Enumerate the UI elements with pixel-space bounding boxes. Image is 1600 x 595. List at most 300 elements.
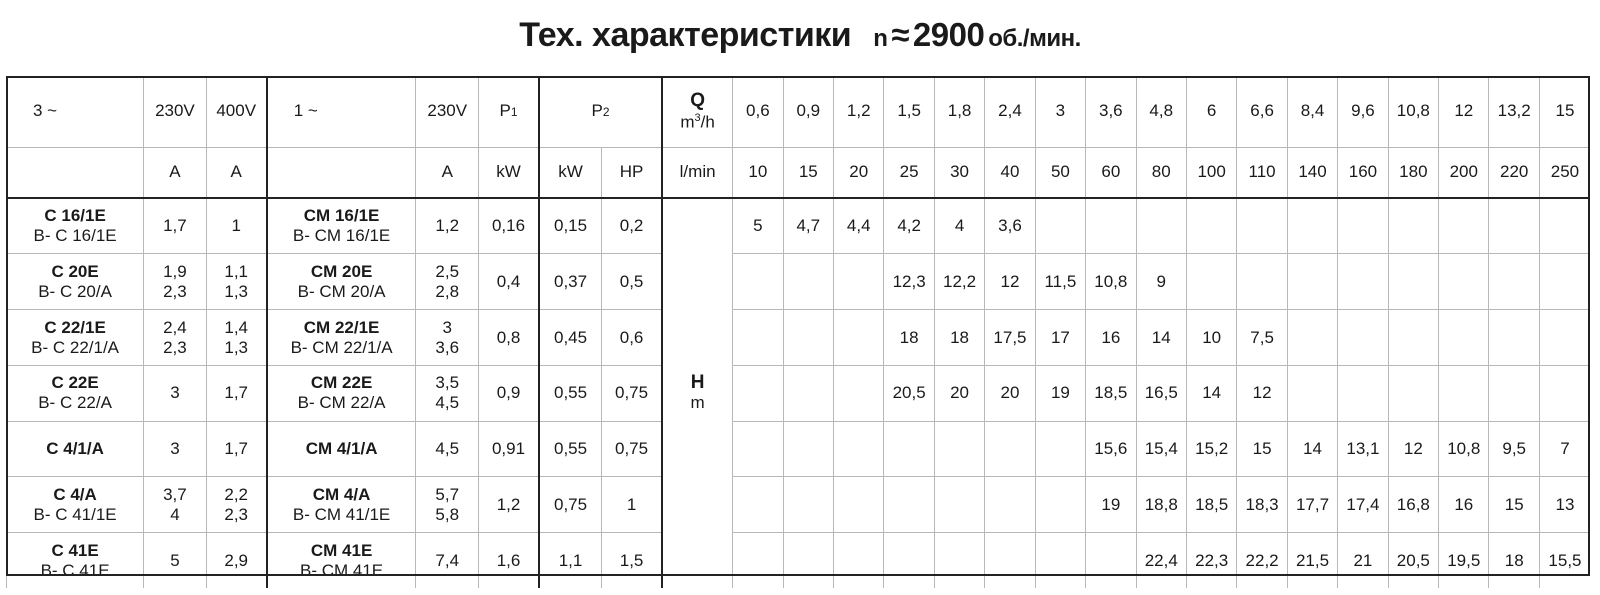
power-p2-hp: 1: [602, 477, 663, 533]
head-value-cell: [783, 254, 833, 310]
flow-lmin-cell: 40: [985, 147, 1035, 197]
model-single-phase-name: CM 20E: [310, 261, 373, 281]
title-n: n: [873, 25, 888, 52]
amp-400: [206, 198, 267, 254]
amp-single-value-b: 4,5: [435, 393, 460, 413]
flow-lmin-cell: 10: [733, 147, 783, 197]
amp-230-value-b: 4: [170, 504, 180, 524]
amp-400: [206, 421, 267, 477]
header-blank-single: [267, 147, 416, 197]
head-value-cell: 7: [1539, 421, 1590, 477]
model-three-phase-name: C 22/1E: [44, 317, 106, 337]
amp-single: [416, 477, 479, 533]
amp-400: [206, 533, 267, 588]
model-single-phase-name: CM 22E: [310, 373, 373, 393]
model-three-phase: [7, 421, 144, 477]
model-single-phase-variant: B- CM 41/1E: [292, 504, 391, 524]
title-unit: об./мин.: [988, 25, 1081, 52]
p1-sub: 1: [510, 105, 518, 120]
head-value-cell: 4,7: [783, 198, 833, 254]
power-p1-kw: 0,4: [479, 254, 540, 310]
model-three-phase: [7, 310, 144, 366]
head-value-cell: [834, 477, 884, 533]
power-p1-kw: 1,6: [479, 533, 540, 588]
title-approx: ≈: [891, 16, 909, 53]
flow-lmin-cell: 200: [1439, 147, 1489, 197]
head-value-cell: [1287, 310, 1337, 366]
table-row: [7, 365, 1591, 421]
power-p2-hp: 0,75: [602, 421, 663, 477]
table-row: [7, 477, 1591, 533]
header-lmin: l/min: [662, 147, 733, 197]
amp-single-value-b: 3,6: [435, 337, 460, 357]
amp-400-value: 2,9: [224, 550, 249, 570]
head-value-cell: [1136, 198, 1186, 254]
head-value-cell: 16,8: [1388, 477, 1438, 533]
flow-lmin-cell: 20: [834, 147, 884, 197]
amp-single: [416, 533, 479, 588]
amp-single: [416, 254, 479, 310]
header-amp-single: A: [416, 147, 479, 197]
q-unit-sup: 3: [694, 112, 701, 125]
head-value-cell: 17,5: [985, 310, 1035, 366]
head-value-cell: [985, 477, 1035, 533]
head-value-cell: [1539, 254, 1590, 310]
amp-400-value-b: 2,3: [224, 504, 249, 524]
power-p2-hp: 0,2: [602, 198, 663, 254]
flow-lmin-cell: 30: [934, 147, 984, 197]
flow-lmin-cell: 110: [1237, 147, 1287, 197]
head-value-cell: 18,3: [1237, 477, 1287, 533]
head-value-cell: 15,6: [1086, 421, 1136, 477]
flow-m3h-cell: 3: [1035, 76, 1085, 147]
head-value-cell: 12: [1237, 365, 1287, 421]
model-single-phase-name: CM 4/1/A: [305, 439, 378, 459]
header-400v: 400V: [206, 76, 267, 147]
head-value-cell: [733, 310, 783, 366]
header-230v: 230V: [144, 76, 207, 147]
head-value-cell: [1439, 198, 1489, 254]
head-value-cell: [834, 533, 884, 588]
amp-230-value: 2,4: [163, 317, 187, 337]
head-value-cell: 9: [1136, 254, 1186, 310]
amp-400-value: 1: [231, 216, 241, 236]
amp-230: [144, 254, 207, 310]
flow-m3h-cell: 8,4: [1287, 76, 1337, 147]
amp-single: [416, 310, 479, 366]
power-p2-kw: 0,55: [539, 365, 602, 421]
amp-single-value: 5,7: [435, 484, 460, 504]
model-single-phase-variant: B- CM 16/1E: [292, 226, 391, 246]
model-three-phase: [7, 198, 144, 254]
header-h: [662, 198, 733, 588]
head-value-cell: 10,8: [1086, 254, 1136, 310]
flow-m3h-cell: 0,6: [733, 76, 783, 147]
amp-230-value: 1,9: [163, 261, 187, 281]
flow-m3h-cell: 1,8: [934, 76, 984, 147]
model-single-phase-variant: B- CM 22/1/A: [290, 337, 393, 357]
head-value-cell: [884, 421, 934, 477]
head-value-cell: [1489, 365, 1539, 421]
flow-m3h-cell: 2,4: [985, 76, 1035, 147]
power-p1-kw: 0,8: [479, 310, 540, 366]
header-p2: [539, 76, 662, 147]
head-value-cell: [834, 365, 884, 421]
head-value-cell: [1035, 198, 1085, 254]
head-value-cell: [1388, 254, 1438, 310]
head-value-cell: 15,4: [1136, 421, 1186, 477]
flow-m3h-cell: 4,8: [1136, 76, 1186, 147]
model-single-phase: [267, 477, 416, 533]
amp-230: [144, 477, 207, 533]
head-value-cell: 19,5: [1439, 533, 1489, 588]
amp-230-value: 1,7: [163, 216, 187, 236]
flow-m3h-cell: 3,6: [1086, 76, 1136, 147]
power-p2-hp: 0,6: [602, 310, 663, 366]
amp-400-value: 1,1: [224, 261, 249, 281]
head-value-cell: [1338, 254, 1388, 310]
q-unit-main: m: [680, 112, 695, 132]
amp-single: [416, 365, 479, 421]
model-three-phase-name: C 22E: [51, 373, 99, 393]
model-single-phase-name: CM 41E: [310, 540, 373, 560]
head-value-cell: 21,5: [1287, 533, 1337, 588]
model-three-phase: [7, 254, 144, 310]
head-value-cell: 12: [985, 254, 1035, 310]
amp-single-value: 3: [442, 317, 452, 337]
head-value-cell: [1388, 365, 1438, 421]
flow-m3h-cell: 15: [1539, 76, 1590, 147]
flow-lmin-cell: 100: [1186, 147, 1236, 197]
head-value-cell: 20,5: [884, 365, 934, 421]
head-value-cell: [1539, 198, 1590, 254]
amp-single: [416, 421, 479, 477]
title-rpm: 2900: [912, 16, 985, 53]
head-value-cell: [1539, 365, 1590, 421]
amp-400: [206, 310, 267, 366]
head-value-cell: 5: [733, 198, 783, 254]
header-three-phase: 3 ~: [7, 76, 144, 147]
head-value-cell: 18: [884, 310, 934, 366]
head-value-cell: [834, 421, 884, 477]
amp-400-value: 1,4: [224, 317, 249, 337]
head-value-cell: [733, 421, 783, 477]
head-value-cell: [733, 477, 783, 533]
head-value-cell: 10: [1186, 310, 1236, 366]
header-one-phase: 1 ~: [267, 76, 416, 147]
model-single-phase: [267, 254, 416, 310]
head-value-cell: 4,4: [834, 198, 884, 254]
head-value-cell: 12,3: [884, 254, 934, 310]
amp-single-value: 4,5: [435, 439, 460, 459]
amp-230: [144, 198, 207, 254]
amp-230-value: 5: [170, 550, 180, 570]
page-title: [0, 16, 1600, 55]
head-value-cell: [985, 533, 1035, 588]
head-value-cell: [1186, 254, 1236, 310]
p1-label: P: [499, 101, 511, 121]
flow-lmin-cell: 60: [1086, 147, 1136, 197]
head-value-cell: 18: [1489, 533, 1539, 588]
model-single-phase: [267, 310, 416, 366]
model-three-phase: [7, 533, 144, 588]
flow-lmin-cell: 180: [1388, 147, 1438, 197]
head-value-cell: [1388, 198, 1438, 254]
amp-400: [206, 365, 267, 421]
head-value-cell: [783, 421, 833, 477]
amp-230-value: 3: [170, 383, 180, 403]
flow-lmin-cell: 250: [1539, 147, 1590, 197]
head-value-cell: [1035, 533, 1085, 588]
head-value-cell: 14: [1186, 365, 1236, 421]
head-value-cell: [733, 365, 783, 421]
power-p2-hp: 0,75: [602, 365, 663, 421]
flow-m3h-cell: 1,5: [884, 76, 934, 147]
amp-single-value: 2,5: [435, 261, 460, 281]
amp-230: [144, 421, 207, 477]
head-value-cell: [1035, 477, 1085, 533]
power-p2-hp: 1,5: [602, 533, 663, 588]
power-p1-kw: 0,9: [479, 365, 540, 421]
header-blank: [7, 147, 144, 197]
flow-lmin-cell: 15: [783, 147, 833, 197]
head-value-cell: [733, 533, 783, 588]
flow-lmin-cell: 140: [1287, 147, 1337, 197]
amp-400: [206, 254, 267, 310]
amp-400: [206, 477, 267, 533]
head-value-cell: 19: [1035, 365, 1085, 421]
model-single-phase-name: CM 16/1E: [303, 206, 380, 226]
head-value-cell: [733, 254, 783, 310]
model-three-phase-variant: B- C 41/1E: [33, 504, 117, 524]
head-value-cell: [783, 533, 833, 588]
model-single-phase: [267, 198, 416, 254]
flow-m3h-cell: 12: [1439, 76, 1489, 147]
model-three-phase-name: C 4/A: [53, 484, 97, 504]
head-value-cell: [834, 310, 884, 366]
head-value-cell: 15,2: [1186, 421, 1236, 477]
power-p1-kw: 1,2: [479, 477, 540, 533]
head-value-cell: [1338, 310, 1388, 366]
header-amp-230: A: [144, 147, 207, 197]
head-value-cell: [985, 421, 1035, 477]
head-value-cell: [783, 477, 833, 533]
power-p2-hp: 0,5: [602, 254, 663, 310]
model-three-phase-variant: B- C 22/A: [38, 393, 112, 413]
model-single-phase-name: CM 4/A: [312, 484, 371, 504]
head-value-cell: 18,5: [1086, 365, 1136, 421]
head-value-cell: 7,5: [1237, 310, 1287, 366]
head-value-cell: 12,2: [934, 254, 984, 310]
table-row: [7, 533, 1591, 588]
head-value-cell: 14: [1136, 310, 1186, 366]
head-value-cell: 20: [934, 365, 984, 421]
model-three-phase-name: C 20E: [51, 261, 99, 281]
head-value-cell: 16,5: [1136, 365, 1186, 421]
table-row: [7, 310, 1591, 366]
power-p2-kw: 1,1: [539, 533, 602, 588]
head-value-cell: [1489, 310, 1539, 366]
head-value-cell: 20,5: [1388, 533, 1438, 588]
head-value-cell: [1287, 365, 1337, 421]
head-value-cell: 17: [1035, 310, 1085, 366]
head-value-cell: [1388, 310, 1438, 366]
model-three-phase: [7, 365, 144, 421]
model-single-phase: [267, 365, 416, 421]
head-value-cell: [783, 365, 833, 421]
q-label: Q: [690, 90, 705, 112]
head-value-cell: 13,1: [1338, 421, 1388, 477]
power-p1-kw: 0,16: [479, 198, 540, 254]
head-value-cell: [1338, 365, 1388, 421]
head-value-cell: [783, 310, 833, 366]
head-value-cell: [1237, 254, 1287, 310]
header-230v-single: 230V: [416, 76, 479, 147]
model-three-phase: [7, 477, 144, 533]
p2-label: P: [591, 101, 603, 121]
amp-400-value-b: 1,3: [224, 281, 249, 301]
head-value-cell: [1086, 198, 1136, 254]
head-value-cell: 18,5: [1186, 477, 1236, 533]
head-value-cell: 17,7: [1287, 477, 1337, 533]
amp-230: [144, 310, 207, 366]
head-value-cell: [934, 533, 984, 588]
head-value-cell: 16: [1439, 477, 1489, 533]
flow-m3h-cell: 6: [1186, 76, 1236, 147]
amp-single-value: 3,5: [435, 373, 460, 393]
flow-lmin-cell: 50: [1035, 147, 1085, 197]
head-value-cell: [1035, 421, 1085, 477]
q-unit-rest: /h: [700, 112, 715, 132]
flow-lmin-cell: 160: [1338, 147, 1388, 197]
amp-230-value: 3,7: [163, 484, 187, 504]
amp-single: [416, 198, 479, 254]
head-value-cell: 21: [1338, 533, 1388, 588]
model-single-phase-variant: B- CM 22/A: [297, 393, 386, 413]
model-single-phase-variant: B- CM 41E: [300, 560, 384, 580]
power-p2-kw: 0,75: [539, 477, 602, 533]
amp-single-value: 7,4: [435, 550, 460, 570]
head-value-cell: 12: [1388, 421, 1438, 477]
amp-230: [144, 533, 207, 588]
header-kw-p2: kW: [539, 147, 602, 197]
head-value-cell: 22,4: [1136, 533, 1186, 588]
head-value-cell: 4,2: [884, 198, 934, 254]
head-value-cell: [1439, 254, 1489, 310]
model-single-phase-name: CM 22/1E: [303, 317, 380, 337]
flow-m3h-cell: 0,9: [783, 76, 833, 147]
power-p2-kw: 0,37: [539, 254, 602, 310]
table-row: [7, 421, 1591, 477]
head-value-cell: 4: [934, 198, 984, 254]
flow-m3h-cell: 9,6: [1338, 76, 1388, 147]
power-p2-kw: 0,45: [539, 310, 602, 366]
head-value-cell: 17,4: [1338, 477, 1388, 533]
head-value-cell: 15: [1489, 477, 1539, 533]
head-value-cell: 3,6: [985, 198, 1035, 254]
table-row: [7, 198, 1591, 254]
model-three-phase-variant: B- C 22/1/A: [31, 337, 120, 357]
power-p1-kw: 0,91: [479, 421, 540, 477]
header-q: [662, 76, 733, 147]
head-value-cell: [934, 477, 984, 533]
head-value-cell: 14: [1287, 421, 1337, 477]
head-value-cell: [1237, 198, 1287, 254]
amp-400-value: 1,7: [224, 439, 249, 459]
head-value-cell: [1287, 254, 1337, 310]
amp-230-value: 3: [170, 439, 180, 459]
amp-230: [144, 365, 207, 421]
amp-single-value-b: 2,8: [435, 281, 460, 301]
head-value-cell: 13: [1539, 477, 1590, 533]
flow-lmin-cell: 25: [884, 147, 934, 197]
model-three-phase-name: C 16/1E: [44, 206, 106, 226]
head-value-cell: [1489, 198, 1539, 254]
head-value-cell: 16: [1086, 310, 1136, 366]
amp-400-value: 2,2: [224, 484, 249, 504]
model-single-phase: [267, 421, 416, 477]
head-value-cell: 19: [1086, 477, 1136, 533]
head-value-cell: 18,8: [1136, 477, 1186, 533]
model-single-phase-variant: B- CM 20/A: [297, 281, 386, 301]
flow-m3h-cell: 6,6: [1237, 76, 1287, 147]
head-value-cell: [884, 533, 934, 588]
amp-230-value-b: 2,3: [163, 281, 187, 301]
head-value-cell: 10,8: [1439, 421, 1489, 477]
h-unit: m: [690, 393, 705, 413]
head-value-cell: [834, 254, 884, 310]
head-value-cell: [1338, 198, 1388, 254]
head-value-cell: [1086, 533, 1136, 588]
head-value-cell: 15: [1237, 421, 1287, 477]
model-three-phase-variant: B- C 41E: [40, 560, 110, 580]
amp-400-value: 1,7: [224, 383, 249, 403]
amp-single-value-b: 5,8: [435, 504, 460, 524]
flow-m3h-cell: 13,2: [1489, 76, 1539, 147]
flow-lmin-cell: 220: [1489, 147, 1539, 197]
model-three-phase-name: C 41E: [51, 540, 99, 560]
head-value-cell: [1489, 254, 1539, 310]
flow-m3h-cell: 1,2: [834, 76, 884, 147]
head-value-cell: 22,2: [1237, 533, 1287, 588]
spec-table: [6, 76, 1590, 588]
head-value-cell: [1439, 310, 1489, 366]
p2-sub: 2: [602, 105, 610, 120]
model-single-phase: [267, 533, 416, 588]
head-value-cell: [1439, 365, 1489, 421]
head-value-cell: [1287, 198, 1337, 254]
header-kw-p1: kW: [479, 147, 540, 197]
flow-m3h-cell: 10,8: [1388, 76, 1438, 147]
head-value-cell: 22,3: [1186, 533, 1236, 588]
amp-single-value: 1,2: [435, 216, 460, 236]
model-three-phase-name: C 4/1/A: [46, 439, 104, 459]
head-value-cell: 18: [934, 310, 984, 366]
head-value-cell: 20: [985, 365, 1035, 421]
head-value-cell: 11,5: [1035, 254, 1085, 310]
head-value-cell: [934, 421, 984, 477]
model-three-phase-variant: B- C 16/1E: [33, 226, 117, 246]
head-value-cell: 9,5: [1489, 421, 1539, 477]
flow-lmin-cell: 80: [1136, 147, 1186, 197]
header-hp-p2: HP: [602, 147, 663, 197]
head-value-cell: [884, 477, 934, 533]
table-row: [7, 254, 1591, 310]
title-text: Тех. характеристики: [519, 16, 852, 54]
header-amp-400: A: [206, 147, 267, 197]
power-p2-kw: 0,55: [539, 421, 602, 477]
power-p2-kw: 0,15: [539, 198, 602, 254]
